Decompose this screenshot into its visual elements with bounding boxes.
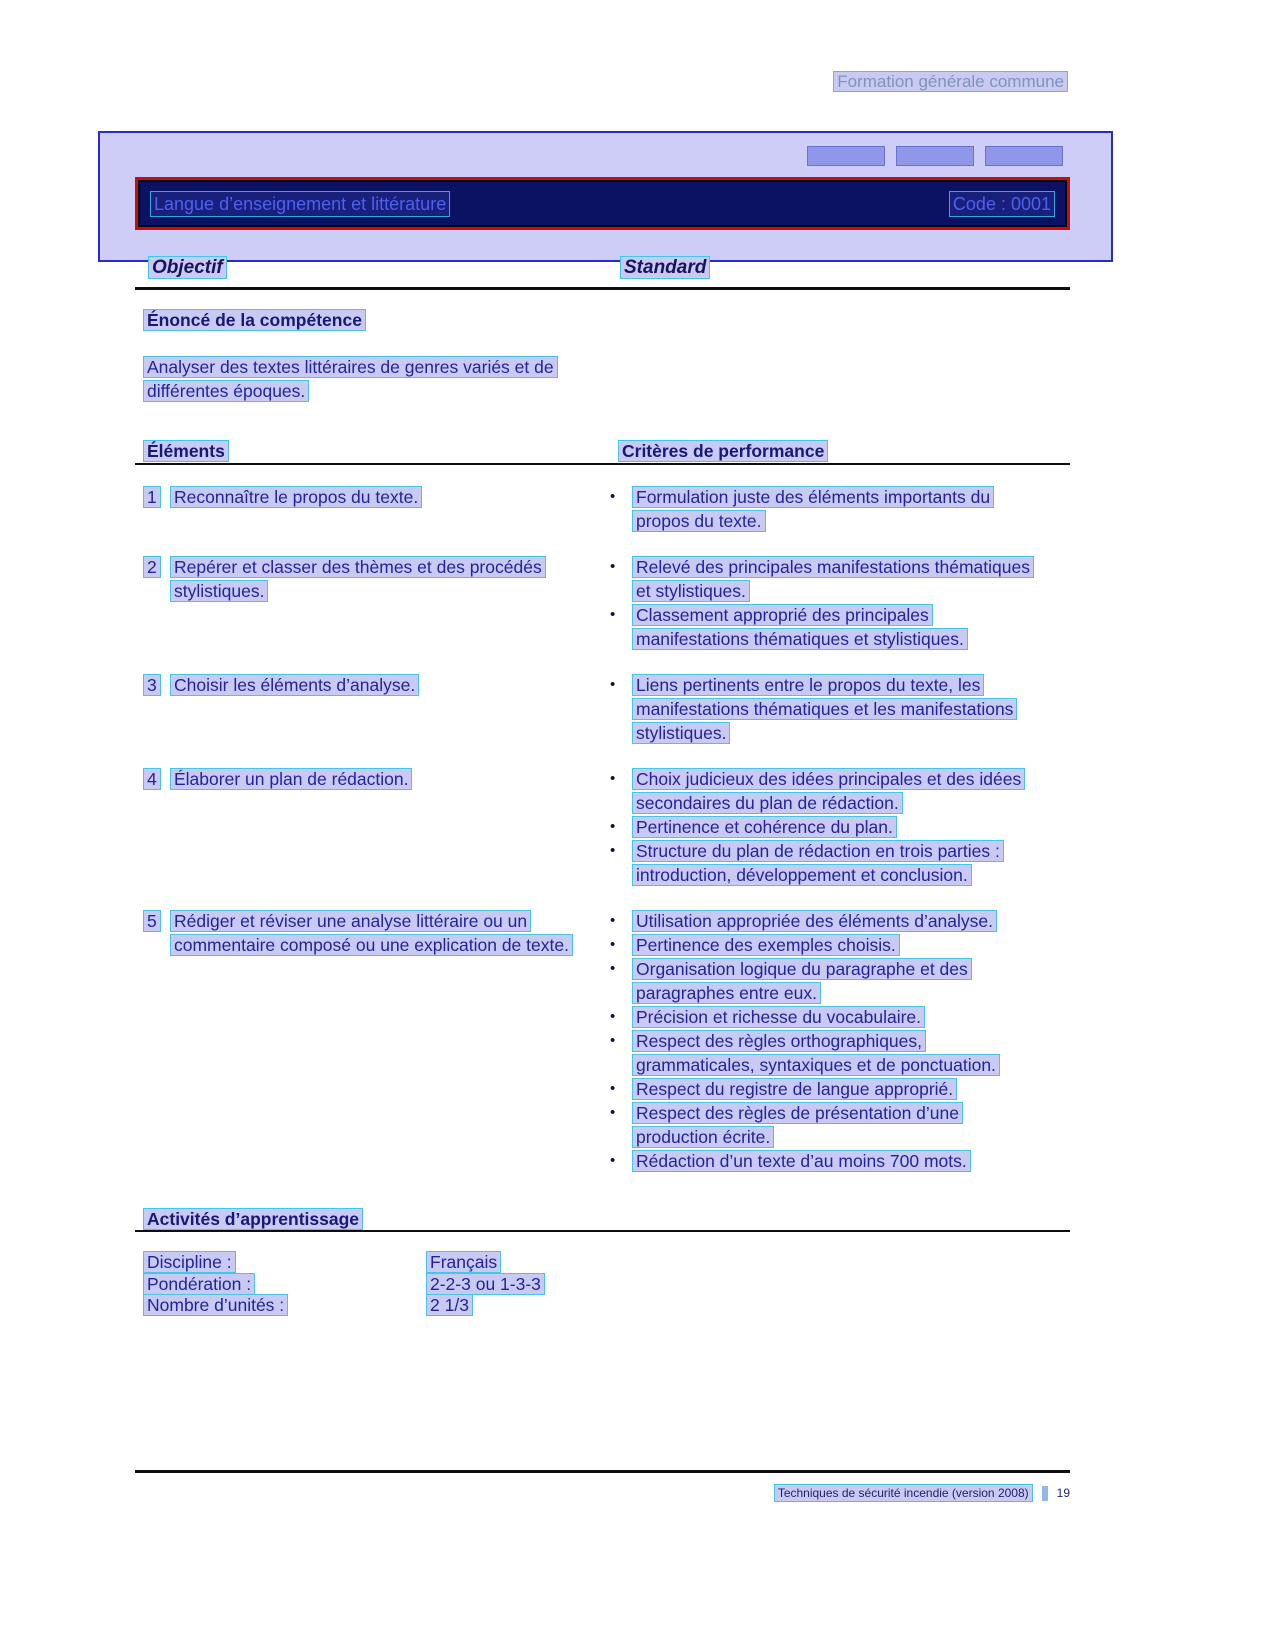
criterion-text [632, 909, 997, 933]
criterion-text-inner: Pertinence et cohérence du plan. [632, 816, 897, 838]
divider [135, 463, 1070, 465]
item-element [170, 909, 600, 1173]
criterion-text [632, 815, 897, 839]
item-element-cell [135, 767, 610, 887]
item-element-text: Choisir les éléments d’analyse. [170, 674, 419, 696]
course-banner [135, 177, 1070, 230]
item-number-text: 4 [143, 768, 161, 790]
item-element-text: Élaborer un plan de rédaction. [170, 768, 412, 790]
criterion [610, 555, 1072, 603]
column-header-objectif [148, 256, 227, 280]
criterion-text-inner: Relevé des principales manifestations thématiques et stylistiques. [632, 556, 1034, 602]
criterion-text [632, 673, 1044, 745]
row-value-text: 2-2-3 ou 1-3-3 [426, 1273, 545, 1295]
item-criteria-cell [610, 555, 1072, 651]
item-number-text: 5 [143, 910, 161, 932]
activites-heading-text: Activités d’apprentissage [143, 1208, 363, 1230]
divider [135, 1230, 1070, 1232]
item-row [135, 485, 1072, 533]
bullet-icon: • [610, 960, 616, 977]
standard-text: Standard [620, 256, 710, 279]
item-element-cell [135, 909, 610, 1173]
objectif-text: Objectif [148, 256, 227, 279]
item-row [135, 909, 1072, 1173]
elements-criteria-list [135, 485, 1072, 1195]
item-number [143, 555, 170, 651]
criterion-text [632, 1029, 1044, 1077]
criterion [610, 957, 1072, 1005]
row-value [426, 1295, 473, 1317]
row-label-text: Discipline : [143, 1251, 236, 1273]
row-label-text: Pondération : [143, 1273, 255, 1295]
elements-header [143, 439, 229, 463]
criterion-text [632, 957, 1044, 1005]
item-row [135, 673, 1072, 745]
item-element-cell [135, 555, 610, 651]
criterion-text [632, 1077, 957, 1101]
criterion-text [632, 485, 1044, 533]
criterion [610, 815, 1072, 839]
criterion-text [632, 767, 1044, 815]
criterion-text [632, 839, 1044, 887]
item-criteria-cell [610, 909, 1072, 1173]
criterion [610, 933, 1072, 957]
course-code: Code : 0001 [949, 191, 1055, 217]
criteres-header [618, 439, 828, 463]
activites-table [143, 1252, 545, 1317]
row-value-text: 2 1/3 [426, 1294, 473, 1316]
enonce-body [143, 355, 595, 403]
header-field-box [807, 146, 885, 166]
row-value-text: Français [426, 1251, 501, 1273]
criterion-text-inner: Choix judicieux des idées principales et des idées secondaires du plan de rédaction. [632, 768, 1025, 814]
item-element [170, 767, 412, 887]
activites-section-heading [143, 1207, 1080, 1231]
bullet-icon: • [610, 1008, 616, 1025]
bullet-icon: • [610, 1104, 616, 1121]
criterion-text-inner: Précision et richesse du vocabulaire. [632, 1006, 925, 1028]
bullet-icon: • [610, 676, 616, 693]
bullet-icon: • [610, 936, 616, 953]
item-element [170, 673, 419, 745]
bullet-icon: • [610, 488, 616, 505]
criterion-text-inner: Pertinence des exemples choisis. [632, 934, 900, 956]
footer-separator [1042, 1486, 1048, 1501]
item-number [143, 673, 170, 745]
item-element [170, 485, 422, 533]
bullet-icon: • [610, 1032, 616, 1049]
page-footer [135, 1484, 1070, 1502]
course-title: Langue d’enseignement et littérature [150, 191, 450, 217]
table-row [143, 1274, 545, 1296]
criterion-text-inner: Organisation logique du paragraphe et des paragraphes entre eux. [632, 958, 972, 1004]
criterion [610, 1101, 1072, 1149]
header-field-box [985, 146, 1063, 166]
criterion-text [632, 933, 900, 957]
criterion-text [632, 555, 1044, 603]
row-label [143, 1274, 426, 1296]
item-criteria-cell [610, 673, 1072, 745]
enonce-body-text: Analyser des textes littéraires de genres variés et de différentes époques. [143, 356, 558, 402]
item-number-text: 3 [143, 674, 161, 696]
row-label [143, 1252, 426, 1274]
table-header-row [135, 439, 1072, 465]
criteres-header-text: Critères de performance [618, 440, 828, 462]
bullet-icon: • [610, 1152, 616, 1169]
item-element [170, 555, 600, 651]
table-row [143, 1252, 545, 1274]
item-element-text: Reconnaître le propos du texte. [170, 486, 422, 508]
criterion-text-inner: Classement approprié des principales manifestations thématiques et stylistiques. [632, 604, 968, 650]
criterion-text-inner: Formulation juste des éléments importants du propos du texte. [632, 486, 994, 532]
item-element-text: Rédiger et réviser une analyse littéraire ou un commentaire composé ou une explication de texte. [170, 910, 573, 956]
page-number: 19 [1056, 1486, 1070, 1500]
criterion-text-inner: Structure du plan de rédaction en trois parties : introduction, développement et conclusion. [632, 840, 1004, 886]
criterion [610, 1005, 1072, 1029]
item-criteria-cell [610, 767, 1072, 887]
row-label [143, 1295, 426, 1317]
criterion-text-inner: Liens pertinents entre le propos du texte, les manifestations thématiques et les manifestations stylistiques. [632, 674, 1017, 744]
criterion-text-inner: Respect des règles de présentation d’une production écrite. [632, 1102, 963, 1148]
elements-header-text: Éléments [143, 440, 229, 462]
criterion-text-inner: Rédaction d’un texte d’au moins 700 mots. [632, 1150, 971, 1172]
row-value [426, 1252, 501, 1274]
bullet-icon: • [610, 770, 616, 787]
criterion-text [632, 1005, 925, 1029]
criterion-text-inner: Respect du registre de langue approprié. [632, 1078, 957, 1100]
item-element-cell [135, 485, 610, 533]
item-number-text: 2 [143, 556, 161, 578]
criterion [610, 673, 1072, 745]
criterion [610, 839, 1072, 887]
criterion [610, 1077, 1072, 1101]
divider [135, 287, 1070, 290]
criterion [610, 1029, 1072, 1077]
criterion [610, 485, 1072, 533]
item-number [143, 485, 170, 533]
item-element-text: Repérer et classer des thèmes et des procédés stylistiques. [170, 556, 546, 602]
item-number [143, 909, 170, 1173]
criterion-text-inner: Utilisation appropriée des éléments d’analyse. [632, 910, 997, 932]
footer-text: Techniques de sécurité incendie (version 2008) [774, 1484, 1033, 1502]
enonce-heading-text: Énoncé de la compétence [143, 309, 366, 331]
item-row [135, 555, 1072, 651]
row-value [426, 1274, 545, 1296]
criterion [610, 767, 1072, 815]
criterion [610, 603, 1072, 651]
header-field-box [896, 146, 974, 166]
course-header-box [98, 131, 1113, 262]
column-header-standard [620, 256, 710, 280]
enonce-section-heading [143, 308, 1080, 332]
bullet-icon: • [610, 912, 616, 929]
column-header-row [135, 256, 1072, 282]
divider [135, 1470, 1070, 1473]
item-number [143, 767, 170, 887]
criterion-text [632, 603, 1044, 651]
bullet-icon: • [610, 606, 616, 623]
bullet-icon: • [610, 842, 616, 859]
criterion [610, 909, 1072, 933]
criterion-text [632, 1101, 1044, 1149]
bullet-icon: • [610, 558, 616, 575]
item-element-cell [135, 673, 610, 745]
criterion-text-inner: Respect des règles orthographiques, grammaticales, syntaxiques et de ponctuation. [632, 1030, 1000, 1076]
item-criteria-cell [610, 485, 1072, 533]
bullet-icon: • [610, 1080, 616, 1097]
document-body [135, 252, 1072, 1651]
header-field-row [807, 146, 1063, 166]
document-category-text: Formation générale commune [833, 71, 1068, 92]
table-row [143, 1295, 545, 1317]
criterion-text [632, 1149, 971, 1173]
item-row [135, 767, 1072, 887]
row-label-text: Nombre d’unités : [143, 1294, 288, 1316]
document-category-label [833, 70, 1068, 94]
bullet-icon: • [610, 818, 616, 835]
item-number-text: 1 [143, 486, 161, 508]
criterion [610, 1149, 1072, 1173]
